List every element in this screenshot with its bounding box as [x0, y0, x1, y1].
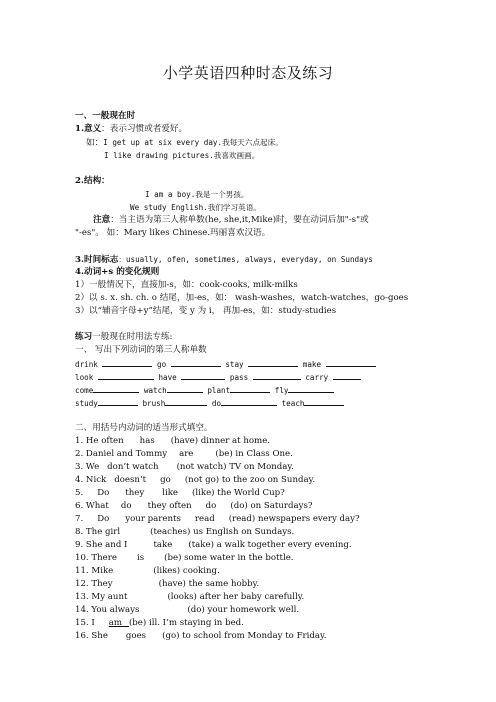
answer-blank[interactable]	[165, 397, 207, 406]
verb-do: do	[211, 399, 222, 408]
example-2: I like drawing pictures.我喜欢画画。	[104, 151, 260, 160]
answer-blank[interactable]	[181, 371, 225, 380]
example-line-1	[86, 137, 283, 149]
verb-look: look	[75, 373, 94, 382]
part1-heading: 一、 写出下列动词的第三人称单数	[75, 345, 207, 355]
question-11	[75, 566, 220, 577]
q16-rest: (go) to school from Monday to Friday.	[162, 631, 327, 641]
question-4	[75, 475, 315, 486]
question-16	[75, 631, 326, 642]
q14-rest: (do) your homework well.	[187, 605, 300, 615]
rule-heading: 4.动词+s 的变化规则	[75, 267, 160, 277]
question-13	[75, 592, 304, 603]
answer-blank[interactable]	[288, 384, 334, 393]
q11-stem: 11. Mike	[75, 566, 114, 576]
verb-have: have	[158, 373, 177, 382]
q7-stem: 7.	[75, 514, 84, 524]
q5-answer-2[interactable]: like	[162, 488, 179, 498]
q4-answer-2[interactable]: go	[160, 475, 171, 485]
question-9	[75, 540, 352, 551]
answer-blank[interactable]	[98, 397, 138, 406]
q4-stem: 4. Nick	[75, 475, 107, 485]
q3-rest: (not watch) TV on Monday.	[176, 462, 294, 472]
q9-rest: (take) a walk together every evening.	[188, 540, 352, 550]
q6-answer-1[interactable]: do	[120, 501, 132, 511]
verb-make: make	[302, 360, 322, 369]
q15-answer[interactable]: am	[108, 618, 123, 628]
q7-rest: (read) newspapers every day?	[228, 514, 360, 524]
q2-answer[interactable]: are	[179, 449, 194, 459]
structure-colon: ：	[101, 176, 110, 186]
q1-stem: 1. He often	[75, 436, 124, 446]
answer-blank[interactable]	[326, 358, 376, 367]
verb-row-4	[75, 397, 344, 409]
q5-stem: 5.	[75, 488, 84, 498]
verb-row-2	[75, 371, 361, 383]
q7-answer-1[interactable]: Do	[97, 514, 110, 524]
q6-stem: 6. What	[75, 501, 109, 511]
verb-pass: pass	[229, 373, 249, 382]
q6-subject: they often	[147, 501, 192, 511]
q6-rest: (do) on Saturdays?	[230, 501, 313, 511]
q1-answer[interactable]: has	[139, 436, 155, 446]
q9-answer[interactable]: take	[153, 540, 173, 550]
q6-answer-2[interactable]: do	[205, 501, 217, 511]
verb-drink: drink	[75, 360, 98, 369]
answer-blank[interactable]	[248, 358, 298, 367]
q15-stem: 15. I	[75, 618, 95, 628]
q5-answer-1[interactable]: Do	[97, 488, 110, 498]
verb-stay: stay	[225, 360, 244, 369]
answer-blank[interactable]	[333, 371, 361, 380]
q10-stem: 10. There	[75, 553, 117, 563]
q12-rest: (have) the same hobby.	[158, 579, 260, 589]
answer-blank[interactable]	[253, 371, 301, 380]
rule-1: 1）一般情况下，直接加-s，如：cook-cooks, milk-milks	[75, 280, 298, 290]
answer-blank[interactable]	[93, 384, 139, 393]
answer-blank[interactable]	[304, 397, 344, 406]
q5-rest: (like) the World Cup?	[192, 488, 285, 498]
page-title: 小学英语四种时态及练习	[162, 64, 334, 82]
structure-label: 2.结构	[75, 176, 102, 186]
question-8	[75, 527, 294, 538]
q9-stem: 9. She and I	[75, 540, 128, 550]
verb-row-1	[75, 358, 376, 370]
verb-brush: brush	[142, 399, 166, 408]
q10-answer[interactable]: is	[136, 553, 145, 563]
structure-example-2: We study English.我们学习英语。	[130, 203, 261, 212]
question-5	[75, 488, 285, 499]
practice-subtitle: 一般现在时用法专练:	[92, 332, 173, 342]
verb-fly: fly	[274, 386, 289, 395]
time-marker-line	[75, 254, 373, 266]
answer-blank[interactable]	[167, 384, 203, 393]
q5-subject: they	[125, 488, 145, 498]
question-7	[75, 514, 360, 525]
verb-come: come	[75, 386, 94, 395]
note-line-2: "-es"。 如：Mary likes Chinese.玛丽喜欢汉语。	[75, 228, 271, 238]
q1-rest: (have) dinner at home.	[170, 436, 271, 446]
practice-heading	[75, 332, 172, 343]
q14-stem: 14. You always	[75, 605, 140, 615]
answer-blank[interactable]	[102, 358, 152, 367]
question-2	[75, 449, 293, 460]
example-prefix: 如：	[86, 138, 104, 148]
verb-carry: carry	[305, 373, 329, 382]
rule-3: 3）以“辅音字母+y”结尾，变 y 为 i， 再加-es，如：study-studies	[75, 306, 337, 316]
question-6	[75, 501, 313, 512]
q3-answer[interactable]: don’t watch	[107, 462, 159, 472]
verb-study: study	[75, 399, 98, 408]
rule-2: 2）以 s. x. sh. ch. o 结尾，加-es，如： wash-washes，watch-watches，go-goes	[75, 293, 409, 303]
q15-rest: (be) ill. I’m staying in bed.	[128, 618, 244, 628]
note-text: ：当主语为第三人称单数(he, she,it,Mike)时，要在动词后加"-s"或	[110, 215, 369, 225]
section-heading-present-simple: 一、一般现在时	[75, 111, 136, 121]
q7-subject: your parents	[125, 514, 181, 524]
note-label: 注意	[93, 215, 111, 225]
question-10	[75, 553, 294, 564]
verb-go: go	[157, 360, 167, 369]
structure-example-1: I am a boy.我是一个男孩。	[145, 190, 249, 199]
verb-watch: watch	[143, 386, 167, 395]
time-text: ：usually, ofen, sometimes, always, everyday, on Sundays	[118, 255, 373, 264]
q8-rest: (teaches) us English on Sundays.	[150, 527, 295, 537]
question-3	[75, 462, 294, 473]
answer-blank[interactable]	[221, 397, 277, 406]
q4-rest: (not go) to the zoo on Sunday.	[184, 475, 316, 485]
q13-stem: 13. My aunt	[75, 592, 128, 602]
q7-answer-2[interactable]: read	[194, 514, 215, 524]
q16-answer[interactable]: goes	[125, 631, 147, 641]
q13-rest: (looks) after her baby carefully.	[167, 592, 305, 602]
question-14	[75, 605, 299, 616]
q4-answer-1[interactable]: doesn’t	[114, 475, 147, 485]
answer-blank[interactable]	[230, 384, 270, 393]
meaning-text: ：表示习惯或者爱好。	[101, 124, 188, 134]
structure-line	[75, 176, 110, 187]
question-15	[75, 618, 244, 629]
q2-rest: (be) in Class One.	[215, 449, 293, 459]
note-line-1	[93, 215, 369, 226]
meaning-label: 1.意义	[75, 124, 102, 134]
question-1	[75, 436, 270, 447]
q12-stem: 12. They	[75, 579, 113, 589]
answer-blank[interactable]	[98, 371, 154, 380]
question-12	[75, 579, 259, 590]
time-label: 3.时间标志	[75, 255, 119, 265]
q16-stem: 16. She	[75, 631, 108, 641]
verb-teach: teach	[281, 399, 305, 408]
answer-blank[interactable]	[171, 358, 221, 367]
q8-stem: 8. The girl	[75, 527, 121, 537]
q11-rest: (likes) cooking.	[153, 566, 220, 576]
meaning-line	[75, 124, 187, 135]
practice-label: 练习	[75, 332, 93, 342]
verb-plant: plant	[207, 386, 231, 395]
verb-row-3	[75, 384, 334, 396]
q10-rest: (be) some water in the bottle.	[164, 553, 294, 563]
part2-heading: 二、用括号内动词的适当形式填空。	[75, 423, 213, 433]
q2-stem: 2. Daniel and Tommy	[75, 449, 168, 459]
example-1: I get up at six every day.我每天六点起床。	[103, 138, 283, 147]
q3-stem: 3. We	[75, 462, 100, 472]
